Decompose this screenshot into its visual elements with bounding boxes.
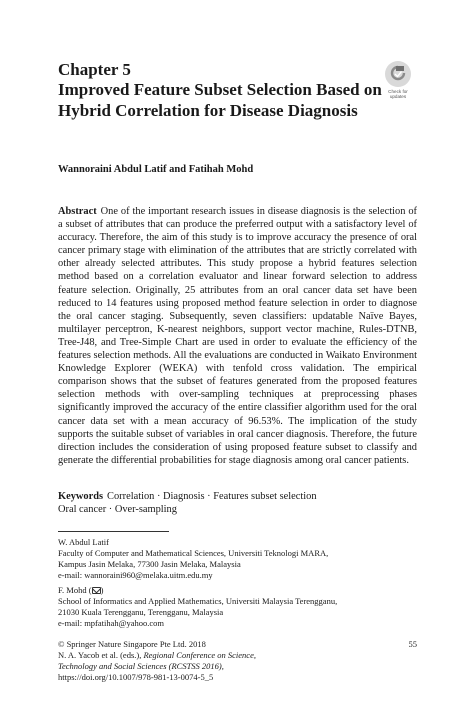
check-for-updates-icon (385, 61, 411, 87)
affiliation-line: Kampus Jasin Melaka, 77300 Jasin Melaka, Malaysia (58, 559, 241, 570)
book-title-1: Regional Conference on Science, (143, 650, 256, 661)
affiliation-email[interactable]: e-mail: mpfatihah@yahoo.com (58, 618, 165, 629)
affiliation-line: 21030 Kuala Terengganu, Terengganu, Malaysia (58, 607, 224, 618)
keywords-line-1: Correlation · Diagnosis · Features subset selection (107, 491, 317, 502)
page-number: 55 (408, 639, 417, 649)
envelope-icon (92, 587, 101, 594)
affiliation-1 (58, 537, 417, 581)
book-title-2: Technology and Social Sciences (RCSTSS 2016), (58, 661, 224, 672)
affiliation-name: W. Abdul Latif (58, 537, 109, 547)
keywords (58, 490, 417, 516)
copyright: © Springer Nature Singapore Pte Ltd. 2018 (58, 639, 206, 649)
keywords-label: Keywords (58, 491, 104, 502)
chapter-label: Chapter 5 (58, 60, 131, 79)
chapter-title: Improved Feature Subset Selection Based on Hybrid Correlation for Disease Diagnosis (58, 80, 382, 120)
doi-link[interactable]: https://doi.org/10.1007/978-981-13-0074-5_5 (58, 672, 214, 683)
authors: Wannoraini Abdul Latif and Fatihah Mohd (58, 164, 254, 175)
editors: N. A. Yacob et al. (eds.), (58, 650, 144, 661)
check-for-updates-badge[interactable] (382, 61, 414, 102)
affiliation-email[interactable]: e-mail: wannoraini960@melaka.uitm.edu.my (58, 570, 213, 581)
publication-footer (58, 639, 417, 683)
check-for-updates-line1: Check for (388, 89, 408, 94)
footnote-divider (58, 531, 169, 532)
affiliation-line: Faculty of Computer and Mathematical Sciences, Universiti Teknologi MARA, (58, 548, 329, 559)
abstract-text: One of the important research issues in disease diagnosis is the selection of a subset of attributes that can produce the preferred output with a satisfactory level of accuracy. Therefore, the aim of this study is to improve accuracy the presence of oral cancer primary stage with elimination of the attributes that are strictly correlated with other already selected attributes. This study propose a hybrid features selection method based on a correlation evaluator and linear forward selection to address feature selection. Originally, 25 attributes from an oral cancer data set have been reduced to 14 features using proposed method feature selection in order to diagnose the oral cancer staging. Subsequently, seven classifiers: updatable Naïve Bayes, multilayer perceptron, K-nearest neighbors, support vector machine, Rules-DTNB, Tree-J48, and Tree-Simple Chart are used in order to evaluate the efficiency of the features selection methods. All the evaluations are conducted in Waikato Environment Knowledge Explorer (WEKA) with tenfold cross validation. The empirical comparison shows that the subset of features generated from the proposed features selection methods with over-sampling techniques at preprocessing phases significantly improved the accuracy of the entire classifier algorithm used for the oral cancer data set with a mean accuracy of 96.53%. The implication of the study supports the suitable subset of variables in oral cancer diagnosis. Therefore, the future direction includes the consideration of using proposed feature subset to classify and generate the differential probabilities for stage diagnosis among oral cancer patients. (58, 206, 417, 466)
abstract (58, 205, 417, 467)
abstract-label: Abstract (58, 206, 97, 217)
keywords-line-2: Oral cancer · Over-sampling (58, 504, 177, 516)
affiliation-name: F. Mohd (58, 585, 87, 595)
check-for-updates-line2: updates (389, 94, 407, 99)
affiliation-2: F. Mohd ( ) School of Informatics and Applied Mathematics, Universiti Malaysia Terengganu, 21030 Kuala Terengganu, Terengganu, Malaysia e-mail: mpfatihah@yahoo.com (58, 585, 417, 629)
affiliation-line: School of Informatics and Applied Mathematics, Universiti Malaysia Terengganu, (58, 596, 338, 607)
